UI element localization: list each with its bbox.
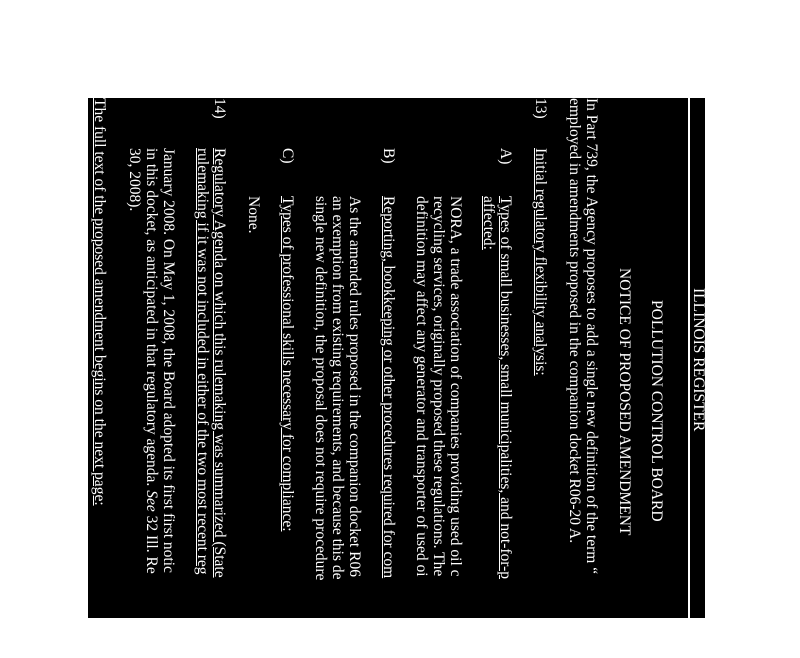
item-14-heading-1: Regulatory Agenda on which this rulemaking was summarized (State	[211, 148, 228, 578]
item-13c-label: C)	[279, 148, 296, 164]
item-14-line-2-a: in this docket, as anticipated in that regulatory agenda.	[143, 148, 160, 491]
item-13a-heading-1: Types of small businesses, small municipalities, and not-for-p	[497, 196, 514, 580]
item-13b-line-1: As the amended rules proposed in the companion docket R06	[346, 196, 363, 577]
item-13a-label: A)	[497, 148, 514, 165]
item-13a-line-3: definition may affect any generator and transporter of used oi	[413, 196, 430, 577]
agency-heading: POLLUTION CONTROL BOARD	[648, 300, 665, 522]
header-rule	[688, 98, 690, 658]
item-13a-heading-2: affected:	[480, 196, 497, 250]
item-13b-line-3: single new definition, the proposal does not require procedure	[312, 196, 329, 581]
item-13c-text: None.	[245, 196, 262, 234]
item-14-heading-2: rulemaking if it was not included in either of the two most recent reg	[194, 148, 211, 575]
item-14-line-3: 30, 2008).	[126, 148, 143, 212]
item-13a-line-2: recycling services, originally proposed these regulations. The	[430, 196, 447, 577]
intro-line-1: In Part 739, the Agency proposes to add a single new definition of the term “	[583, 98, 600, 575]
rotated-document	[88, 98, 705, 658]
item-13b-label: B)	[380, 148, 397, 164]
item-14-line-2-b: 32 Ill. Re	[143, 511, 160, 574]
scanned-page	[88, 98, 705, 618]
item-13b-heading: Reporting, bookkeeping or other procedures required for com	[380, 196, 397, 579]
footer-text: The full text of the proposed amendment begins on the next page:	[91, 98, 108, 506]
intro-line-2: employed in amendments proposed in the companion docket R06-20 A.	[566, 98, 583, 544]
page-header-title: ILLINOIS REGISTER	[690, 288, 707, 432]
item-13-heading: Initial regulatory flexibility analysis:	[532, 148, 549, 376]
item-13a-line-1: NORA, a trade association of companies providing used oil c	[447, 196, 464, 577]
item-14-number: 14)	[211, 98, 228, 119]
citation-see: See	[143, 490, 160, 512]
notice-heading: NOTICE OF PROPOSED AMENDMENT	[616, 268, 633, 536]
item-13-number: 13)	[532, 98, 549, 119]
item-13b-line-2: an exemption from existing requirements, and because this de	[329, 196, 346, 580]
item-13c-heading: Types of professional skills necessary for compliance:	[279, 196, 296, 532]
item-14-line-2	[143, 148, 160, 574]
item-14-line-1: January 2008. On May 1, 2008, the Board adopted its first first notic	[160, 148, 177, 573]
